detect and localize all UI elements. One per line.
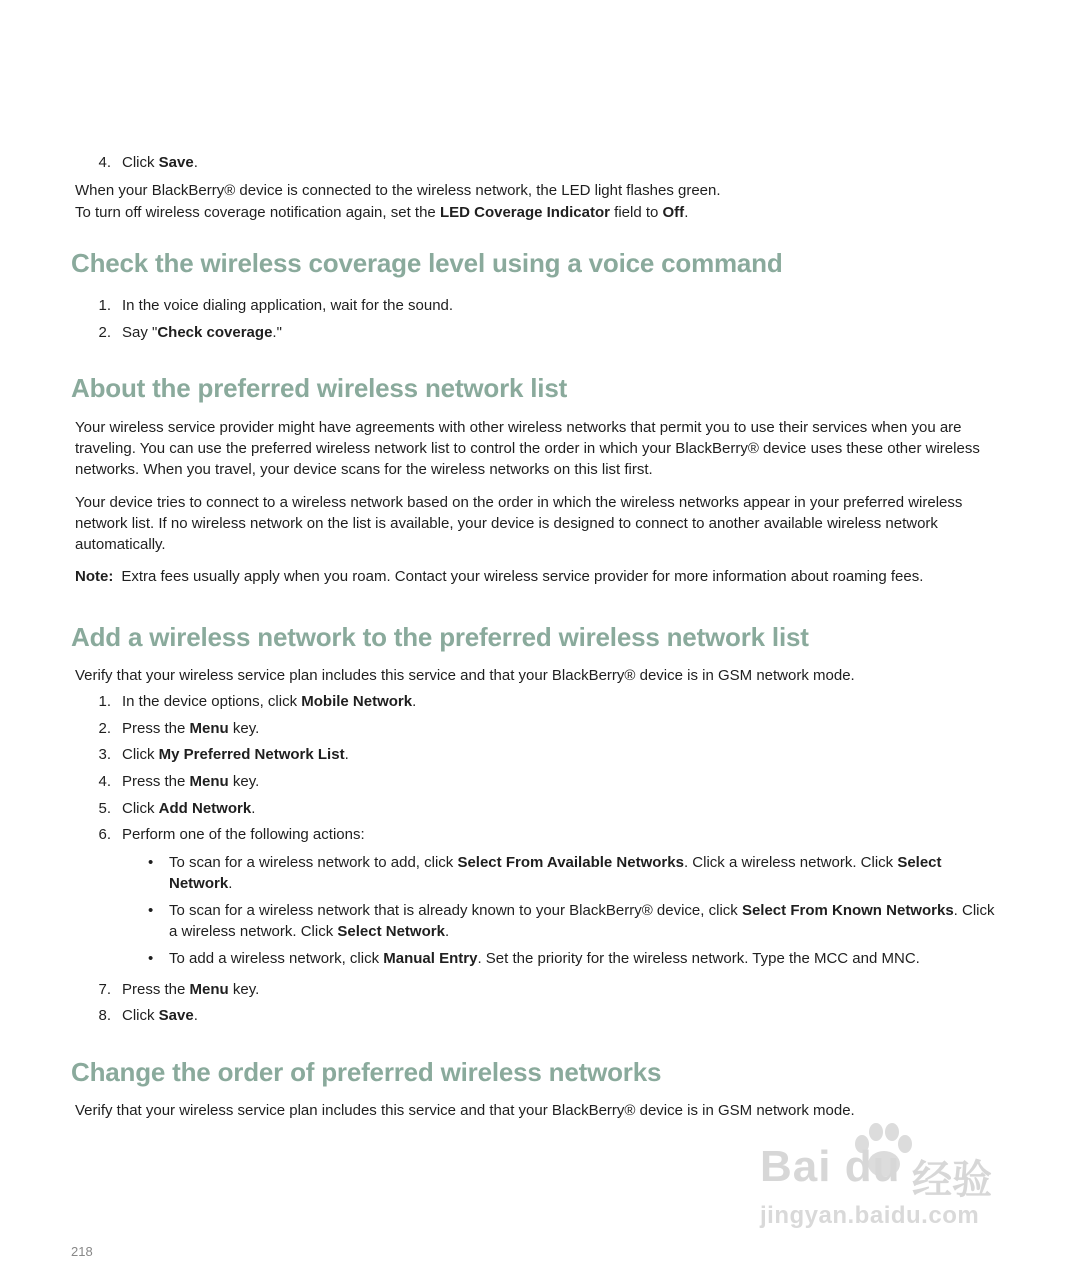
step-item: 1. In the device options, click Mobile Network.	[98, 693, 417, 710]
step-item: 4. Click Save.	[98, 154, 198, 171]
section-heading: Change the order of preferred wireless networks	[71, 1057, 662, 1087]
paragraph: Verify that your wireless service plan includes this service and that your BlackBerry® device is in GSM network mode.	[75, 667, 855, 684]
step-item: 8. Click Save.	[98, 1007, 198, 1024]
baidu-watermark	[752, 1122, 1012, 1242]
watermark-cn: 经验	[912, 1158, 992, 1202]
step-item: 5. Click Add Network.	[98, 800, 256, 817]
bullet-icon: •	[148, 950, 154, 967]
paragraph: When your BlackBerry® device is connected to the wireless network, the LED light flashes green.	[75, 182, 721, 199]
step-item: 2. Say "Check coverage."	[98, 324, 282, 341]
step-item: 1. In the voice dialing application, wait for the sound.	[98, 297, 454, 314]
section-heading: Check the wireless coverage level using a voice command	[71, 248, 783, 278]
bullet-item: • To add a wireless network, click Manual Entry. Set the priority for the wireless network. Type the MCC and MNC.	[148, 950, 920, 967]
bullet-icon: •	[148, 854, 154, 871]
paragraph: To turn off wireless coverage notification again, set the LED Coverage Indicator field to Off.	[75, 204, 689, 221]
step-item: 4. Press the Menu key.	[98, 773, 260, 790]
paragraph: Your device tries to connect to a wireless network based on the order in which the wireless networks appear in your preferred wireless network list. If no wireless network on the list is available, your device is designed to connect to another available wireless network automatically.	[75, 494, 963, 553]
page-number: 218	[71, 1244, 93, 1259]
paragraph: Verify that your wireless service plan includes this service and that your BlackBerry® device is in GSM network mode.	[75, 1102, 855, 1119]
section-heading: Add a wireless network to the preferred wireless network list	[71, 622, 809, 652]
bullet-item: • To scan for a wireless network to add, click Select From Available Networks. Click a wireless network. Click Select Network.	[148, 854, 942, 892]
step-item: 3. Click My Preferred Network List.	[98, 746, 349, 763]
step-item: 2. Press the Menu key.	[98, 720, 260, 737]
note: Note: Extra fees usually apply when you roam. Contact your wireless service provider for more information about roaming fees.	[75, 568, 924, 585]
bullet-icon: •	[148, 902, 154, 919]
watermark-url: jingyan.baidu.com	[760, 1202, 980, 1229]
paragraph: Your wireless service provider might have agreements with other wireless networks that permit you to use their services when you are traveling. You can use the preferred wireless network list to control the order in which your BlackBerry® device uses these other wireless networks. When you travel, your device scans for the wireless networks on this list first.	[75, 419, 980, 478]
watermark-logo: Bai du	[760, 1142, 901, 1191]
bullet-item: • To scan for a wireless network that is already known to your BlackBerry® device, click Select From Known Networks. Click a wireless network. Click Select Network.	[148, 902, 995, 940]
step-item: 6. Perform one of the following actions:	[98, 826, 365, 843]
section-heading: About the preferred wireless network list	[71, 373, 568, 403]
note-label: Note:	[75, 568, 114, 585]
step-item: 7. Press the Menu key.	[98, 981, 260, 998]
